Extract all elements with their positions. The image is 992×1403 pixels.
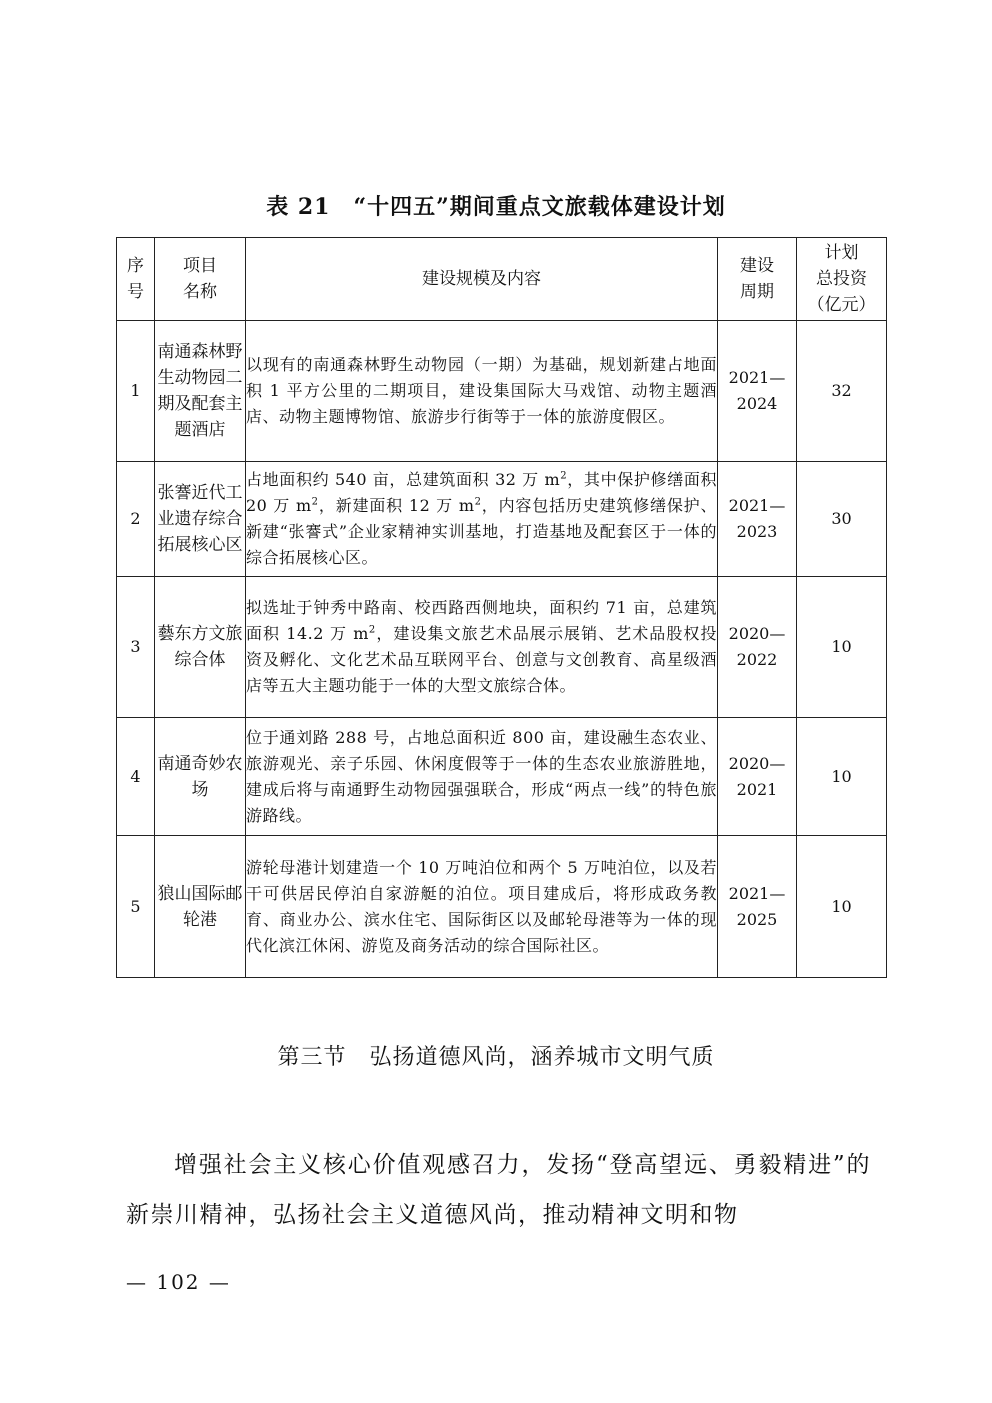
superscript: 2 bbox=[474, 496, 482, 508]
body-paragraph: 增强社会主义核心价值观感召力，发扬“登高望远、勇毅精进”的新崇川精神，弘扬社会主义道德风尚，推动精神文明和物 bbox=[126, 1152, 871, 1228]
project-name: 南通奇妙农场 bbox=[155, 718, 246, 836]
row-num: 2 bbox=[117, 462, 155, 577]
row-num: 5 bbox=[117, 836, 155, 978]
page-number: — 102 — bbox=[126, 1270, 231, 1294]
header-invest-label: 计划 总投资 （亿元） bbox=[807, 243, 876, 315]
build-period bbox=[718, 577, 797, 718]
superscript: 2 bbox=[560, 470, 568, 482]
project-content bbox=[246, 462, 718, 577]
header-num-label: 序 号 bbox=[127, 256, 144, 302]
period-text: 2021— 2025 bbox=[728, 883, 786, 929]
table-header-row bbox=[117, 238, 887, 321]
table-row bbox=[117, 577, 887, 718]
project-name: 张謇近代工业遗存综合拓展核心区 bbox=[155, 462, 246, 577]
period-text: 2021— 2023 bbox=[728, 496, 786, 541]
period-text: 2020— 2021 bbox=[728, 753, 786, 799]
content-part: ，建设集文旅艺术品展示展销、艺术品股权投资及孵化、文化艺术品互联网平台、创意与文创教育、高星级酒店等五大主题功能于一体的大型文旅综合体。 bbox=[246, 624, 717, 695]
build-period bbox=[718, 836, 797, 978]
build-period bbox=[718, 718, 797, 836]
header-name-label: 项目 名称 bbox=[183, 256, 217, 302]
total-investment: 32 bbox=[797, 321, 887, 462]
table-row bbox=[117, 462, 887, 577]
section-heading: 第三节 弘扬道德风尚，涵养城市文明气质 bbox=[277, 1045, 715, 1070]
header-content bbox=[246, 238, 718, 321]
row-num: 1 bbox=[117, 321, 155, 462]
project-name: 狼山国际邮轮港 bbox=[155, 836, 246, 978]
header-num bbox=[117, 238, 155, 321]
content-part: 占地面积约 540 亩，总建筑面积 32 万 m bbox=[246, 470, 561, 489]
total-investment: 10 bbox=[797, 836, 887, 978]
table-row bbox=[117, 321, 887, 462]
header-name bbox=[155, 238, 246, 321]
table-row bbox=[117, 836, 887, 978]
header-invest bbox=[797, 238, 887, 321]
content-part: 拟选址于钟秀中路南、校西路西侧地块，面积约 71 亩，总建筑面积 14.2 万 m bbox=[246, 598, 717, 643]
total-investment: 30 bbox=[797, 462, 887, 577]
total-investment: 10 bbox=[797, 577, 887, 718]
superscript: 2 bbox=[311, 496, 319, 508]
superscript: 2 bbox=[368, 624, 376, 636]
period-text: 2021— 2024 bbox=[728, 368, 786, 413]
project-content: 以现有的南通森林野生动物园（一期）为基础，规划新建占地面积 1 平方公里的二期项目，建设集国际大马戏馆、动物主题酒店、动物主题博物馆、旅游步行街等于一体的旅游度假区。 bbox=[246, 321, 718, 462]
content-part: ，内容包括历史建筑修缮保护、新建“张謇式”企业家精神实训基地，打造基地及配套区于一体的综合拓展核心区。 bbox=[246, 496, 717, 567]
project-content: 游轮母港计划建造一个 10 万吨泊位和两个 5 万吨泊位，以及若干可供居民停泊自家游艇的泊位。项目建成后，将形成政务教育、商业办公、滨水住宅、国际街区以及邮轮母港等为一体的现代化滨江休闲、游览及商务活动的综合国际社区。 bbox=[246, 836, 718, 978]
content-part: ，其中保护修缮面积 20 万 m bbox=[246, 470, 717, 515]
project-content: 位于通刘路 288 号，占地总面积近 800 亩，建设融生态农业、旅游观光、亲子乐园、休闲度假等于一体的生态农业旅游胜地，建成后将与南通野生动物园强强联合，形成“两点一线”的特色旅游路线。 bbox=[246, 718, 718, 836]
project-name: 南通森林野生动物园二期及配套主题酒店 bbox=[155, 321, 246, 462]
build-period bbox=[718, 462, 797, 577]
construction-plan-table bbox=[116, 237, 887, 978]
table-row bbox=[117, 718, 887, 836]
header-content-label: 建设规模及内容 bbox=[422, 269, 541, 289]
total-investment: 10 bbox=[797, 718, 887, 836]
row-num: 3 bbox=[117, 577, 155, 718]
content-part: ，新建面积 12 万 m bbox=[318, 496, 475, 515]
header-period-label: 建设 周期 bbox=[740, 256, 774, 302]
period-text: 2020— 2022 bbox=[728, 624, 786, 669]
project-content bbox=[246, 577, 718, 718]
build-period bbox=[718, 321, 797, 462]
table-title: 表 21 “十四五”期间重点文旅载体建设计划 bbox=[266, 194, 726, 220]
project-name: 藝东方文旅综合体 bbox=[155, 577, 246, 718]
row-num: 4 bbox=[117, 718, 155, 836]
header-period bbox=[718, 238, 797, 321]
